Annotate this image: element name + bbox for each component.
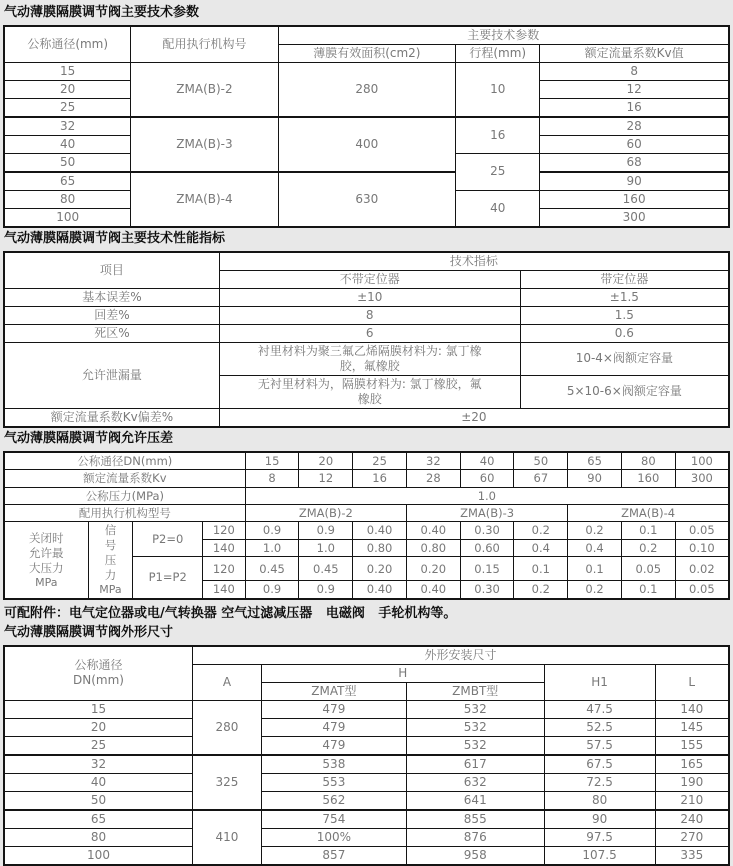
cell-pn: 1.0 [245, 487, 729, 504]
cell-item: 死区% [4, 324, 219, 342]
row-header-signal-pressure [88, 522, 133, 599]
row-header-kv: 额定流量系数Kv [4, 470, 245, 487]
cell-h1: 47.5 [544, 700, 655, 718]
cell-travel: 10 [456, 62, 540, 117]
cell-kv: 300 [540, 208, 729, 227]
cell-leak-condition [219, 375, 520, 408]
cell-travel: 16 [456, 117, 540, 154]
cell-l: 165 [655, 755, 729, 774]
table-row [4, 452, 729, 470]
cell-dn: 25 [353, 452, 407, 470]
cell-l: 240 [655, 810, 729, 829]
table-row [4, 408, 729, 427]
cell-value: 5×10-6×阀额定容量 [520, 375, 729, 408]
cell-dn: 50 [4, 791, 193, 810]
signal-pressure-unit: MPa [99, 583, 122, 597]
dn-header-line1: 公称通径 [74, 658, 123, 673]
cell-l: 140 [655, 700, 729, 718]
col-header-group: 主要技术参数 [278, 26, 729, 45]
table-row [4, 791, 729, 810]
cell-kv: 60 [540, 135, 729, 153]
cell-dn: 65 [4, 810, 193, 829]
cell-value: 0.05 [675, 581, 729, 599]
section-title-main-params: 气动薄膜隔膜调节阀主要技术参数 [4, 5, 200, 20]
cell-dn: 25 [4, 736, 193, 755]
cell-dn: 100 [675, 452, 729, 470]
cell-value: 0.40 [406, 581, 460, 599]
cell-kv: 68 [540, 153, 729, 172]
col-header-area: 薄膜有效面积(cm2) [278, 44, 456, 62]
cell-dn: 80 [621, 452, 675, 470]
col-header-group: 外形安装尺寸 [193, 646, 730, 665]
cell-value: 0.02 [675, 557, 729, 581]
cell-zmbt: 532 [406, 718, 544, 736]
cell-item: 额定流量系数Kv偏差% [4, 408, 219, 427]
cell-value: 0.4 [514, 539, 568, 556]
performance-table [3, 251, 730, 428]
row-header-dn: 公称通径DN(mm) [4, 452, 245, 470]
cell-value: 0.40 [353, 581, 407, 599]
cell-dn: 20 [4, 718, 193, 736]
section-title-performance: 气动薄膜隔膜调节阀主要技术性能指标 [4, 230, 226, 246]
cell-value: 0.30 [460, 581, 514, 599]
cell-condition: P2=0 [133, 522, 203, 557]
cell-value: 0.1 [621, 522, 675, 539]
cell-zmat: 479 [261, 736, 406, 755]
cell-dn: 40 [460, 452, 514, 470]
attachments-note: 可配附件：电气定位器或电/气转换器 空气过滤减压器 电磁阀 手轮机构等。 [4, 605, 457, 621]
cell-signal: 140 [202, 539, 245, 556]
cell-h1: 97.5 [544, 828, 655, 846]
cell-area: 400 [278, 117, 456, 172]
cell-h1: 90 [544, 810, 655, 829]
cell-actuator: ZMA(B)-4 [568, 504, 729, 521]
cell-kv: 16 [540, 98, 729, 117]
cell-dn: 15 [4, 700, 193, 718]
col-header-kv: 额定流量系数Kv值 [540, 44, 729, 62]
cell-kv: 160 [540, 190, 729, 208]
col-header-item: 项目 [4, 252, 219, 289]
table-header-row [4, 26, 729, 45]
cell-travel: 25 [456, 153, 540, 190]
cell-value: 0.2 [514, 522, 568, 539]
table-row [4, 755, 729, 774]
col-header-group: 技术指标 [219, 252, 729, 271]
table-row [4, 470, 729, 487]
table-row [4, 117, 729, 136]
cell-value: 1.0 [245, 539, 299, 556]
cell-zmbt: 532 [406, 736, 544, 755]
cell-value: 0.9 [299, 581, 353, 599]
cell-actuator: ZMA(B)-4 [131, 172, 278, 227]
col-header-h: H [261, 664, 544, 682]
cell-dn: 25 [4, 98, 131, 117]
cell-l: 335 [655, 846, 729, 865]
cell-kv: 90 [540, 172, 729, 191]
cell-dn: 50 [514, 452, 568, 470]
table-row [4, 522, 729, 539]
cell-value: 0.9 [299, 522, 353, 539]
cell-h1: 107.5 [544, 846, 655, 865]
cell-dn: 80 [4, 190, 131, 208]
cell-l: 145 [655, 718, 729, 736]
cell-value: 0.60 [460, 539, 514, 556]
cell-zmat: 100% [261, 828, 406, 846]
cell-zmbt: 632 [406, 773, 544, 791]
cell-dn: 40 [4, 135, 131, 153]
pressure-diff-table [3, 451, 730, 600]
cell-actuator: ZMA(B)-3 [406, 504, 567, 521]
col-header-a: A [193, 664, 262, 700]
cell-item: 允许泄漏量 [4, 342, 219, 408]
table-row [4, 773, 729, 791]
cell-h1: 80 [544, 791, 655, 810]
col-header-zmat: ZMAT型 [261, 682, 406, 700]
dn-header-line2: DN(mm) [73, 673, 124, 688]
cell-zmbt: 641 [406, 791, 544, 810]
table-row [4, 342, 729, 375]
cell-h1: 67.5 [544, 755, 655, 774]
cell-zmat: 562 [261, 791, 406, 810]
table-header-row [4, 646, 729, 665]
cell-zmat: 479 [261, 718, 406, 736]
table-row [4, 288, 729, 306]
cell-value: 0.9 [245, 581, 299, 599]
cell-kv: 300 [675, 470, 729, 487]
col-header-h1: H1 [544, 664, 655, 700]
cell-value: 0.6 [520, 324, 729, 342]
cell-dn: 15 [245, 452, 299, 470]
table-row [4, 306, 729, 324]
cell-dn: 100 [4, 208, 131, 227]
cell-item: 回差% [4, 306, 219, 324]
cell-l: 210 [655, 791, 729, 810]
close-pressure-label: 关闭时允许最大压力 [29, 530, 64, 575]
cell-kv: 12 [540, 80, 729, 98]
cell-value: 0.30 [460, 522, 514, 539]
table-row [4, 504, 729, 521]
cell-dn: 100 [4, 846, 193, 865]
cell-kv: 90 [568, 470, 622, 487]
table-row [4, 718, 729, 736]
cell-leak-condition [219, 342, 520, 375]
cell-kv: 16 [353, 470, 407, 487]
section-title-dimensions: 气动薄膜隔膜调节阀外形尺寸 [4, 624, 174, 640]
cell-signal: 120 [202, 557, 245, 581]
cell-dn: 50 [4, 153, 131, 172]
cell-item: 基本误差% [4, 288, 219, 306]
cell-value: 0.2 [514, 581, 568, 599]
leak-condition-text: 衬里材料为聚三氟乙烯隔膜材料为: 氯丁橡胶，氟橡胶 [257, 343, 482, 373]
cell-value: 0.05 [621, 557, 675, 581]
cell-zmat: 754 [261, 810, 406, 829]
cell-value: 0.45 [299, 557, 353, 581]
col-header-dn [4, 646, 193, 701]
cell-dn: 15 [4, 62, 131, 80]
close-pressure-unit: MPa [35, 575, 58, 589]
table-row [4, 700, 729, 718]
cell-signal: 120 [202, 522, 245, 539]
cell-a: 280 [193, 700, 262, 755]
cell-value: 0.80 [353, 539, 407, 556]
table-header-row [4, 252, 729, 271]
cell-dn: 32 [4, 117, 131, 136]
cell-value: 0.05 [675, 522, 729, 539]
cell-zmbt: 876 [406, 828, 544, 846]
cell-value: 0.2 [568, 581, 622, 599]
cell-travel: 40 [456, 190, 540, 227]
table-row [4, 736, 729, 755]
cell-dn: 65 [4, 172, 131, 191]
table-row [4, 846, 729, 865]
section-title-pressure-diff: 气动薄膜隔膜调节阀允许压差 [4, 430, 174, 446]
cell-h1: 57.5 [544, 736, 655, 755]
cell-kv: 67 [514, 470, 568, 487]
cell-value: 0.9 [245, 522, 299, 539]
cell-value: 0.10 [675, 539, 729, 556]
cell-h1: 52.5 [544, 718, 655, 736]
leak-condition-text: 无衬里材料为，隔膜材料为: 氯丁橡胶，氟橡胶 [257, 376, 482, 406]
col-header-actuator: 配用执行机构号 [131, 26, 278, 63]
cell-dn: 32 [406, 452, 460, 470]
cell-value: 0.1 [568, 557, 622, 581]
col-header-l: L [655, 664, 729, 700]
main-params-table [3, 25, 730, 228]
cell-value: 10-4×阀额定容量 [520, 342, 729, 375]
cell-zmbt: 617 [406, 755, 544, 774]
cell-dn: 32 [4, 755, 193, 774]
cell-zmbt: 532 [406, 700, 544, 718]
cell-zmat: 857 [261, 846, 406, 865]
cell-dn: 80 [4, 828, 193, 846]
row-header-close-pressure [4, 522, 88, 599]
cell-value: ±20 [219, 408, 729, 427]
cell-l: 270 [655, 828, 729, 846]
cell-value: 0.15 [460, 557, 514, 581]
cell-dn: 20 [4, 80, 131, 98]
table-row [4, 828, 729, 846]
cell-value: ±1.5 [520, 288, 729, 306]
dimensions-table [3, 645, 730, 866]
row-header-actuator: 配用执行机构型号 [4, 504, 245, 521]
cell-value: 0.2 [621, 539, 675, 556]
row-header-pn: 公称压力(MPa) [4, 487, 245, 504]
table-row [4, 324, 729, 342]
cell-a: 410 [193, 810, 262, 865]
col-header-travel: 行程(mm) [456, 44, 540, 62]
cell-l: 190 [655, 773, 729, 791]
cell-value: 1.5 [520, 306, 729, 324]
cell-value: 0.40 [353, 522, 407, 539]
cell-actuator: ZMA(B)-2 [245, 504, 406, 521]
table-row [4, 487, 729, 504]
cell-value: 0.45 [245, 557, 299, 581]
cell-value: 0.40 [406, 522, 460, 539]
cell-kv: 160 [621, 470, 675, 487]
cell-dn: 40 [4, 773, 193, 791]
cell-kv: 28 [540, 117, 729, 136]
signal-pressure-label: 信号压力 [104, 523, 117, 583]
cell-h1: 72.5 [544, 773, 655, 791]
cell-value: 0.20 [406, 557, 460, 581]
cell-actuator: ZMA(B)-2 [131, 62, 278, 117]
cell-zmbt: 855 [406, 810, 544, 829]
cell-dn: 20 [299, 452, 353, 470]
cell-value: 0.20 [353, 557, 407, 581]
cell-l: 155 [655, 736, 729, 755]
cell-kv: 8 [540, 62, 729, 80]
cell-area: 630 [278, 172, 456, 227]
cell-value: 0.2 [568, 522, 622, 539]
cell-value: 8 [219, 306, 520, 324]
cell-dn: 65 [568, 452, 622, 470]
cell-zmat: 479 [261, 700, 406, 718]
cell-a: 325 [193, 755, 262, 810]
cell-value: 0.1 [514, 557, 568, 581]
col-header-dn: 公称通径(mm) [4, 26, 131, 63]
table-row [4, 62, 729, 80]
cell-zmat: 538 [261, 755, 406, 774]
cell-area: 280 [278, 62, 456, 117]
cell-actuator: ZMA(B)-3 [131, 117, 278, 172]
cell-zmbt: 958 [406, 846, 544, 865]
cell-value: 6 [219, 324, 520, 342]
cell-kv: 28 [406, 470, 460, 487]
cell-signal: 140 [202, 581, 245, 599]
cell-kv: 8 [245, 470, 299, 487]
cell-value: 1.0 [299, 539, 353, 556]
table-row [4, 172, 729, 191]
cell-value: 0.80 [406, 539, 460, 556]
col-header-zmbt: ZMBT型 [406, 682, 544, 700]
cell-value: 0.1 [621, 581, 675, 599]
cell-kv: 12 [299, 470, 353, 487]
table-row [4, 810, 729, 829]
cell-kv: 60 [460, 470, 514, 487]
col-header-with-positioner: 带定位器 [520, 270, 729, 288]
cell-value: ±10 [219, 288, 520, 306]
col-header-without-positioner: 不带定位器 [219, 270, 520, 288]
cell-value: 0.4 [568, 539, 622, 556]
cell-zmat: 553 [261, 773, 406, 791]
cell-condition: P1=P2 [133, 557, 203, 599]
